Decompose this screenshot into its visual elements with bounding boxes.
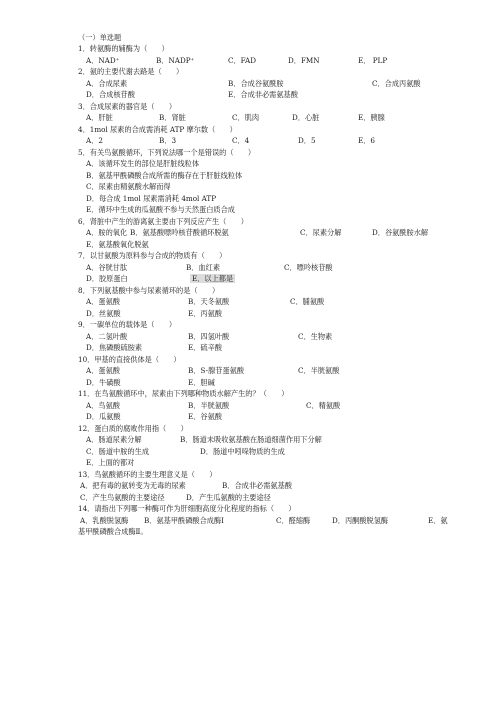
- option-e: E．丙氨酸: [188, 309, 222, 318]
- question-8: 8．下列氨基酸中参与尿素循环的是（ ）: [78, 286, 220, 295]
- option-c: C．肌肉: [232, 113, 260, 122]
- option-b: B．合成谷氨酰胺: [228, 79, 284, 88]
- option-a: A．蛋氨酸: [86, 366, 120, 375]
- option-a: A．合成尿素: [86, 79, 128, 88]
- option-b: B．肾脏: [159, 113, 186, 122]
- option-c: C．半胱氨酸: [298, 366, 340, 375]
- option-c: C．合成丙氨酸: [372, 79, 421, 88]
- option-d: D．瓜氨酸: [86, 412, 121, 421]
- option-c: C．嘌呤核苷酸: [284, 263, 333, 272]
- question-7: 7．以甘氨酸为原料参与合成的物质有（ ）: [78, 251, 227, 260]
- option-b: B．合成非必需氨基酸: [222, 481, 292, 490]
- option-d: D．心脏: [292, 113, 320, 122]
- option-a: A．二氢叶酸: [86, 332, 128, 341]
- option-c: C．FAD: [228, 56, 257, 65]
- option-a: A．乳酸脱氢酶: [80, 516, 129, 525]
- option-b: B．S-腺苷蛋氨酸: [188, 366, 245, 375]
- option-d: D．谷氨酰胺水解: [372, 228, 429, 237]
- option-a: A．谷胱甘肽: [86, 263, 128, 272]
- section-title: （一）单选题: [78, 33, 122, 42]
- option-a: A．蛋氨酸: [86, 297, 120, 306]
- option-b: B．3: [159, 136, 177, 145]
- question-4: 4．1mol 尿素的合成需消耗 ATP 摩尔数（ ）: [78, 125, 237, 134]
- option-b: B．半胱氨酸: [188, 401, 230, 410]
- option-b: B．肠道未吸收氨基酸在肠道细菌作用下分解: [180, 435, 322, 444]
- question-5-option-c: C．尿素由精氨酸水解而得: [86, 182, 171, 191]
- question-5-option-b: B．氨基甲酰磷酸合成所需的酶存在于肝脏线粒体: [86, 171, 243, 180]
- option-d: D．牛磺酸: [86, 378, 121, 387]
- option-a: A．鸟氨酸: [86, 401, 120, 410]
- question-6-option-e: E．氨基酸氧化脱氨: [86, 240, 149, 249]
- option-e-highlighted: E．以上都是: [192, 274, 234, 283]
- question-6: 6．肾脏中产生的游离氨主要由下列反应产生（ ）: [78, 217, 248, 226]
- option-c: C．醛缩酶: [276, 516, 311, 525]
- question-10: 10．甲基的直接供体是（ ）: [78, 355, 181, 364]
- option-c: C．肠道中胺的生成: [86, 447, 150, 456]
- option-b: B．天冬氨酸: [188, 297, 230, 306]
- option-b: B．氨基甲酰磷酸合成酶Ⅰ: [144, 516, 224, 525]
- option-b: B．血红素: [186, 263, 221, 272]
- option-e: E．合成非必需氨基酸: [228, 90, 298, 99]
- question-9: 9．一碳单位的载体是（ ）: [78, 320, 177, 329]
- option-e: E．氨: [428, 516, 448, 525]
- option-c: C．产生鸟氨酸的主要途径: [80, 493, 165, 502]
- question-1: 1．转氨酶的辅酶为（ ）: [78, 44, 169, 53]
- option-a: A．胺的氧化: [86, 228, 128, 237]
- option-c: C．尿素分解: [300, 228, 342, 237]
- question-14-option-e-continued: 基甲酰磷酸合成酶Ⅱ。: [78, 527, 148, 536]
- option-b: B．四氢叶酸: [188, 332, 230, 341]
- option-a: A．把有毒的氨转变为无毒的尿素: [80, 481, 186, 490]
- option-d: D．胶原蛋白: [86, 274, 128, 283]
- question-5-option-a: A．该循环发生的部位是肝脏线粒体: [86, 159, 200, 168]
- option-d: D．5: [298, 136, 316, 145]
- option-c: C．生物素: [298, 332, 333, 341]
- option-e: E．谷氨酸: [188, 412, 222, 421]
- question-11: 11．在鸟氨酸循环中，尿素由下列哪种物质水解产生的？（ ）: [78, 389, 289, 398]
- option-e: E．胆碱: [188, 378, 215, 387]
- option-a: A．肝脏: [86, 113, 113, 122]
- question-5: 5．有关鸟氨酸循环，下列说法哪一个是错误的（ ）: [78, 148, 256, 157]
- question-14: 14．请指出下列哪一种酶可作为肝细胞高度分化程度的指标（ ）: [78, 504, 296, 513]
- option-d: D．焦磷酸硫胺素: [86, 343, 143, 352]
- option-c: C．精氨酸: [306, 401, 341, 410]
- option-d: D．FMN: [288, 56, 320, 65]
- option-b: B．NADP⁺: [156, 56, 195, 65]
- question-5-option-e: E．循环中生成的瓜氨酸不参与天然蛋白质合成: [86, 205, 235, 214]
- option-e: E．硫辛酸: [188, 343, 222, 352]
- option-a: A．NAD⁺: [86, 56, 120, 65]
- option-e: E．胰腺: [358, 113, 385, 122]
- option-e: E．6: [358, 136, 376, 145]
- question-12-option-e: E．上面的都对: [86, 458, 135, 467]
- option-d: D．合成核苷酸: [86, 90, 135, 99]
- question-5-option-d: D．每合成 1mol 尿素需消耗 4mol ATP: [86, 194, 217, 203]
- option-b: B．氨基酸嘌呤核苷酸循环脱氨: [130, 228, 229, 237]
- question-13: 13．鸟氨酸循环的主要生理意义是（ ）: [78, 470, 217, 479]
- option-c: C．4: [232, 136, 250, 145]
- option-d: D．丙酮酸脱氢酶: [332, 516, 389, 525]
- question-2: 2．氨的主要代谢去路是（ ）: [78, 67, 184, 76]
- option-c: C．脯氨酸: [290, 297, 325, 306]
- question-3: 3．合成尿素的器官是（ ）: [78, 102, 177, 111]
- option-a: A．2: [86, 136, 103, 145]
- option-d: D．肠道中吲哚物质的生成: [200, 447, 285, 456]
- option-e: E． PLP: [358, 56, 388, 65]
- option-d: D．丝氨酸: [86, 309, 121, 318]
- question-12: 12．蛋白质的腐败作用指（ ）: [78, 424, 188, 433]
- option-a: A．肠道尿素分解: [86, 435, 142, 444]
- option-d: D．产生瓜氨酸的主要途径: [186, 493, 271, 502]
